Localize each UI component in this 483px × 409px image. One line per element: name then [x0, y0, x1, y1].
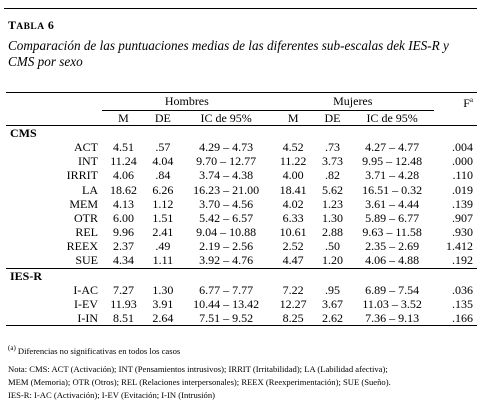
section-header-row — [6, 125, 477, 140]
group-header-row — [6, 93, 477, 111]
men-mean-cell: 6.00 — [113, 210, 135, 225]
f-value-cell: .019 — [452, 182, 473, 197]
footnote-mark-sup: (a) — [8, 344, 16, 352]
women-mean-cell: 10.61 — [279, 225, 307, 240]
men-mean-cell: 4.06 — [113, 168, 135, 183]
section-title: IES-R — [6, 268, 477, 283]
men-ci-cell: 6.77 – 7.77 — [199, 282, 254, 297]
men-mean-cell: 4.34 — [113, 253, 135, 268]
men-sd-cell: 2.41 — [152, 225, 174, 240]
table-row — [6, 239, 477, 253]
col-header-empty — [6, 110, 102, 125]
footnote-mark — [8, 346, 16, 356]
women-sd-cell: 1.20 — [321, 253, 343, 268]
women-sd-cell: 2.88 — [321, 225, 343, 240]
col-header-women-m: M — [272, 110, 315, 125]
women-sd-cell: .82 — [324, 168, 340, 183]
row-label: I-AC — [73, 282, 98, 297]
group-header-f — [434, 93, 477, 111]
row-label: I-EV — [74, 297, 98, 312]
women-mean-cell: 4.52 — [282, 139, 304, 154]
women-ci-cell: 3.61 – 4.44 — [365, 196, 420, 211]
women-ci-cell: 4.27 – 4.77 — [365, 139, 420, 154]
men-ci-cell: 2.19 – 2.56 — [199, 239, 254, 254]
men-ci-cell: 16.23 – 21.00 — [193, 182, 260, 197]
table-row — [6, 182, 477, 196]
women-mean-cell: 6.33 — [282, 210, 304, 225]
table-row — [6, 154, 477, 168]
table-row — [6, 140, 477, 154]
f-label: F — [463, 96, 470, 110]
group-header-women: Mujeres — [272, 93, 434, 111]
section-header-row — [6, 268, 477, 283]
women-ci-cell: 9.95 – 12.48 — [362, 154, 423, 169]
row-label: REL — [75, 225, 98, 240]
col-header-men-ic: IC de 95% — [181, 110, 272, 125]
men-ci-cell: 9.04 – 10.88 — [196, 225, 257, 240]
f-value-cell: .036 — [452, 282, 473, 297]
men-ci-cell: 7.51 – 9.52 — [181, 311, 272, 326]
group-header-men: Hombres — [102, 93, 272, 111]
table-row — [6, 283, 477, 297]
women-ci-cell: 9.63 – 11.58 — [362, 225, 422, 240]
row-label: INT — [78, 154, 98, 169]
women-mean-cell: 8.25 — [272, 311, 315, 326]
men-ci-cell: 3.92 – 4.76 — [199, 253, 254, 268]
column-header-row — [6, 110, 477, 125]
header-empty-cell — [6, 93, 102, 111]
row-label: IRRIT — [66, 168, 98, 183]
men-mean-cell: 4.51 — [113, 139, 135, 154]
caption-number: 6 — [47, 18, 55, 32]
women-mean-cell: 11.22 — [279, 154, 307, 169]
row-label: REEX — [66, 239, 98, 254]
men-ci-cell: 3.74 – 4.38 — [199, 168, 254, 183]
col-header-women-de: DE — [315, 110, 351, 125]
women-sd-cell: 3.73 — [321, 154, 343, 169]
row-label: LA — [82, 182, 98, 197]
table-row — [6, 168, 477, 182]
note-line-1: Nota: CMS: ACT (Activación); INT (Pensamientos intrusivos); IRRIT (Irritabilidad); LA (Labilidad afectiva); — [8, 363, 388, 374]
f-value-cell: .004 — [452, 139, 473, 154]
caption-prefix: T — [8, 18, 17, 32]
women-ci-cell: 7.36 – 9.13 — [350, 311, 434, 326]
f-value-cell: .907 — [452, 210, 473, 225]
table-row — [6, 311, 477, 326]
men-sd-cell: 6.26 — [152, 182, 174, 197]
men-mean-cell: 7.27 — [113, 282, 135, 297]
women-mean-cell: 2.52 — [282, 239, 304, 254]
women-mean-cell: 18.41 — [279, 182, 307, 197]
men-ci-cell: 9.70 – 12.77 — [196, 154, 257, 169]
section-title: CMS — [6, 125, 477, 140]
women-ci-cell: 6.89 – 7.54 — [365, 282, 420, 297]
men-sd-cell: .57 — [155, 139, 171, 154]
women-ci-cell: 2.35 – 2.69 — [365, 239, 420, 254]
men-ci-cell: 5.42 – 6.57 — [199, 210, 254, 225]
men-sd-cell: 4.04 — [152, 154, 174, 169]
f-value-cell: .000 — [452, 154, 473, 169]
women-sd-cell: 3.67 — [321, 297, 343, 312]
men-mean-cell: 18.62 — [110, 182, 138, 197]
women-sd-cell: 1.30 — [321, 210, 343, 225]
f-sup: a — [469, 96, 473, 104]
men-sd-cell: .84 — [155, 168, 171, 183]
men-ci-cell: 10.44 – 13.42 — [193, 297, 260, 312]
men-sd-cell: 1.51 — [152, 210, 174, 225]
women-sd-cell: .95 — [324, 282, 340, 297]
women-sd-cell: 5.62 — [321, 182, 343, 197]
table-row — [6, 253, 477, 268]
col-header-men-m: M — [102, 110, 145, 125]
women-sd-cell: .73 — [324, 139, 340, 154]
table-row — [6, 225, 477, 239]
women-ci-cell: 5.89 – 6.77 — [365, 210, 420, 225]
men-ci-cell: 3.70 – 4.56 — [199, 196, 254, 211]
women-sd-cell: 1.23 — [321, 196, 343, 211]
women-sd-cell: .50 — [324, 239, 340, 254]
f-value-cell: .930 — [452, 225, 473, 240]
men-sd-cell: 3.91 — [152, 297, 174, 312]
men-mean-cell: 9.96 — [113, 225, 135, 240]
col-header-f-empty — [434, 110, 477, 125]
men-sd-cell: 1.11 — [152, 253, 174, 268]
f-value-cell: .135 — [452, 297, 473, 312]
note-line-3: IES-R: I-AC (Activación); I-EV (Evitación; I-IN (Intrusión) — [8, 389, 215, 400]
women-mean-cell: 4.02 — [282, 196, 304, 211]
table-subtitle: Comparación de las puntuaciones medias de las diferentes sub-escalas dek IES-R y CMS por sexo — [8, 38, 449, 69]
caption-small-caps: ABLA — [16, 22, 45, 32]
f-value-cell: .166 — [434, 311, 477, 326]
f-value-cell: .192 — [452, 253, 473, 268]
row-label: ACT — [74, 139, 98, 154]
women-mean-cell: 7.22 — [282, 282, 304, 297]
men-sd-cell: 1.12 — [152, 196, 174, 211]
f-value-cell: 1.412 — [446, 239, 473, 254]
table-row — [6, 197, 477, 211]
men-mean-cell: 11.24 — [110, 154, 137, 169]
men-mean-cell: 11.93 — [110, 297, 137, 312]
comparison-table — [6, 92, 477, 326]
table-row — [6, 297, 477, 311]
f-value-cell: .139 — [452, 196, 473, 211]
men-mean-cell: 4.13 — [113, 196, 135, 211]
women-mean-cell: 4.00 — [282, 168, 304, 183]
women-sd-cell: 2.62 — [315, 311, 351, 326]
women-ci-cell: 4.06 – 4.88 — [365, 253, 420, 268]
women-ci-cell: 3.71 – 4.28 — [365, 168, 420, 183]
note-line-2: MEM (Memoria); OTR (Otros); REL (Relaciones interpersonales); REEX (Reexperimentación); SUE (Sueño). — [8, 376, 391, 387]
women-mean-cell: 4.47 — [282, 253, 304, 268]
men-sd-cell: .49 — [155, 239, 171, 254]
footnote-text: Diferencias no significativas en todos los casos — [15, 345, 181, 356]
col-header-women-ic: IC de 95% — [350, 110, 434, 125]
women-mean-cell: 12.27 — [279, 297, 307, 312]
f-value-cell: .110 — [452, 168, 473, 183]
table-row — [6, 211, 477, 225]
row-label: OTR — [74, 210, 98, 225]
men-ci-cell: 4.29 – 4.73 — [199, 139, 254, 154]
row-label: SUE — [75, 253, 98, 268]
women-ci-cell: 11.03 – 3.52 — [362, 297, 422, 312]
row-label: I-IN — [6, 311, 102, 326]
men-sd-cell: 2.64 — [145, 311, 181, 326]
table-caption — [8, 18, 54, 33]
footnote — [8, 342, 478, 358]
table-notes — [8, 342, 478, 402]
col-header-men-de: DE — [145, 110, 181, 125]
men-mean-cell: 8.51 — [102, 311, 145, 326]
men-sd-cell: 1.30 — [152, 282, 174, 297]
men-mean-cell: 2.37 — [113, 239, 135, 254]
row-label: MEM — [69, 196, 98, 211]
women-ci-cell: 16.51 – 0.32 — [362, 182, 423, 197]
